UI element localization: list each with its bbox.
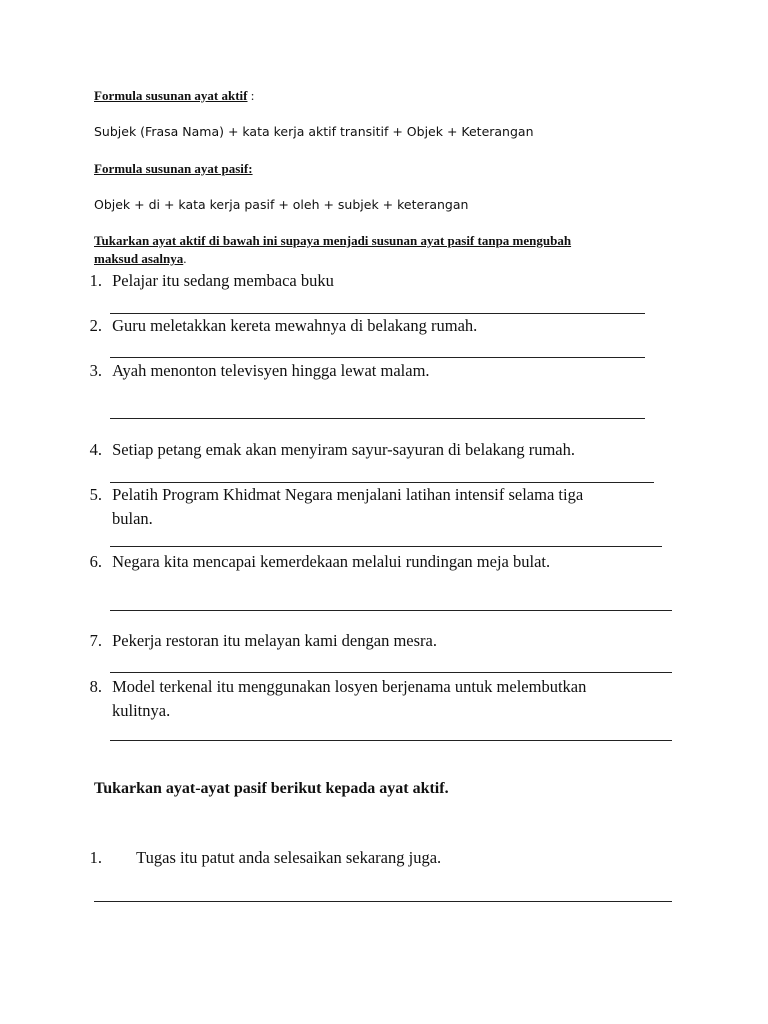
answer-line <box>110 672 672 673</box>
formula-pasif-text: Objek + di + kata kerja pasif + oleh + subjek + keterangan <box>94 197 469 212</box>
formula-aktif-heading <box>94 88 254 104</box>
item-number: 6. <box>89 552 102 571</box>
item-text: Guru meletakkan kereta mewahnya di belakang rumah. <box>112 316 478 335</box>
list-item <box>80 361 430 381</box>
instruction-line-2-wrap <box>94 251 186 267</box>
item-number: 1. <box>89 848 102 867</box>
item-text: Model terkenal itu menggunakan losyen berjenama untuk melembutkan <box>112 677 587 696</box>
list-item <box>80 848 441 868</box>
instruction-line-1: Tukarkan ayat aktif di bawah ini supaya menjadi susunan ayat pasif tanpa mengubah <box>94 233 572 248</box>
answer-line <box>110 418 645 419</box>
formula-aktif-suffix: : <box>247 88 255 103</box>
item-number: 3. <box>89 361 102 380</box>
item-number: 7. <box>89 631 102 650</box>
list-item <box>80 677 586 697</box>
formula-aktif-title: Formula susunan ayat aktif <box>94 88 248 103</box>
item-text-continued: bulan. <box>112 509 153 528</box>
item-text-continued: kulitnya. <box>112 701 171 720</box>
section-2-heading: Tukarkan ayat-ayat pasif berikut kepada ayat aktif. <box>94 780 449 797</box>
list-item <box>80 271 334 291</box>
list-item <box>80 631 437 651</box>
item-text: Pelajar itu sedang membaca buku <box>112 271 334 290</box>
item-text: Pelatih Program Khidmat Negara menjalani latihan intensif selama tiga <box>112 485 584 504</box>
answer-line <box>110 740 672 741</box>
item-number: 8. <box>89 677 102 696</box>
answer-line <box>110 482 654 483</box>
answer-line <box>110 610 672 611</box>
answer-line <box>94 901 672 902</box>
item-text: Ayah menonton televisyen hingga lewat malam. <box>112 361 430 380</box>
list-item <box>80 552 550 572</box>
item-number: 2. <box>89 316 102 335</box>
item-text: Negara kita mencapai kemerdekaan melalui rundingan meja bulat. <box>112 552 551 571</box>
answer-line <box>110 357 645 358</box>
answer-line <box>110 546 662 547</box>
item-text: Tugas itu patut anda selesaikan sekarang juga. <box>136 848 442 867</box>
formula-pasif-title: Formula susunan ayat pasif: <box>94 161 253 176</box>
list-item <box>80 440 575 460</box>
instruction-line-2: maksud asalnya <box>94 251 184 266</box>
answer-line <box>110 313 645 314</box>
item-text: Pekerja restoran itu melayan kami dengan mesra. <box>112 631 437 650</box>
item-number: 5. <box>89 485 102 504</box>
list-item <box>80 316 477 336</box>
formula-aktif-text: Subjek (Frasa Nama) + kata kerja aktif transitif + Objek + Keterangan <box>94 124 534 139</box>
list-item <box>80 485 583 505</box>
item-text: Setiap petang emak akan menyiram sayur-sayuran di belakang rumah. <box>112 440 576 459</box>
item-number: 1. <box>89 271 102 290</box>
instruction-end: . <box>183 251 187 266</box>
item-number: 4. <box>89 440 102 459</box>
